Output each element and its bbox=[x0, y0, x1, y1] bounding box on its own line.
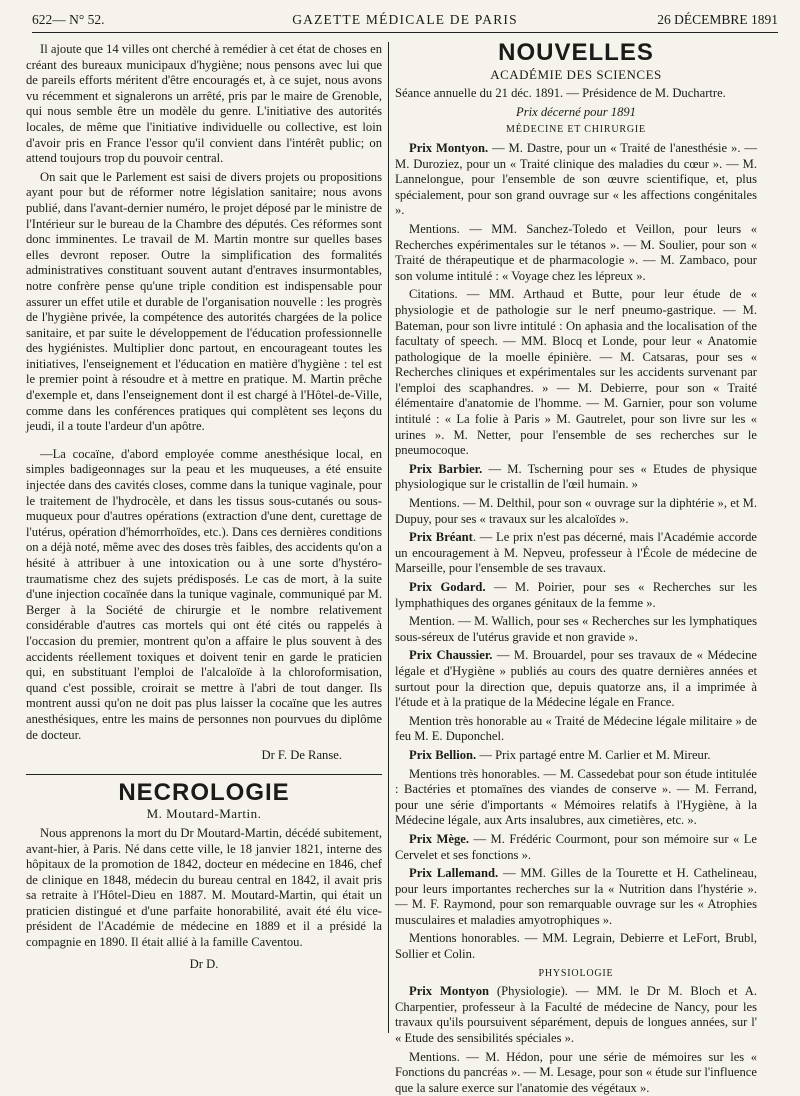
prix-chaussier-text: — M. Brouardel, pour ses travaux de « Médecine légale et d'Hygiène » publiés au cours des quatre dernières années et surtout pour la direction que, depuis quatorze ans, il a imprimée à l'étude et à la pratique de la Médecine légale en France. bbox=[395, 648, 757, 710]
column-rule bbox=[388, 42, 389, 1033]
paragraph-hygiene-bureaux: Il ajoute que 14 villes ont cherché à remédier à cet état de choses en créant des bureaux municipaux d'hygiène; nous pensons avec lui que de pareils efforts méritent d'être encouragés et, à ce sujet, nous avons vu récemment et signalerons un arrêté, pris par le maire de Grenoble, qui nous semble être un modèle du genre. L'initiative des autorités locales, de même que l'initiative individuelle ou collective, est loin d'avoir pris en France l'essor qu'il convient dans l'intérêt public; on attend toujours trop du pouvoir central. bbox=[26, 42, 382, 166]
right-column bbox=[395, 39, 758, 1095]
signature-de-ranse: Dr F. De Ranse. bbox=[261, 748, 342, 763]
mention-godard: Mention. — M. Wallich, pour ses « Recherches sur les lymphatiques sous-séreux de l'utérus gravide et non gravide ». bbox=[395, 614, 757, 644]
prix-bellion-text: — Prix partagé entre M. Carlier et M. Mireur. bbox=[476, 747, 711, 762]
prix-montyon-physiologie-label: Prix Montyon bbox=[409, 984, 489, 999]
prix-lallemand-label: Prix Lallemand. bbox=[409, 866, 499, 881]
prix-mege-text: — M. Frédéric Courmont, pour son mémoire sur « Le Cervelet et ses fonctions ». bbox=[395, 831, 757, 862]
mentions-montyon: Mentions. — MM. Sanchez-Toledo et Veillon, pour leurs « Recherches expérimentales sur le tétanos ». — M. Soulier, pour son « Traité de thérapeutique et de pharmacologie ». — M. Zambaco, pour son volume intitulé : « Voyage chez les lépreux ». bbox=[395, 221, 757, 283]
divider bbox=[26, 774, 382, 775]
prix-bellion-entry bbox=[395, 748, 757, 764]
prix-breant-text: . — Le prix n'est pas décerné, mais l'Académie accorde un encouragement à M. Nepveu, professeur à l'École de médecine de Marseille, pour l'ensemble de ses travaux. bbox=[395, 530, 757, 576]
mentions-bellion: Mentions très honorables. — M. Cassedebat pour son étude intitulée : Bactéries et ptomaïnes des viandes de conserve ». — M. Ferrand, pour une série d'importants « Mémoires relatifs à l'Hygiène, à la Médecine légale, aux Arts insalubres, aux cimetières, etc. ». bbox=[395, 766, 757, 828]
prix-breant-label: Prix Bréant bbox=[409, 530, 473, 545]
prix-mege-label: Prix Mège. bbox=[409, 831, 470, 846]
prix-godard-entry bbox=[395, 580, 757, 611]
section-physiologie: PHYSIOLOGIE bbox=[538, 967, 614, 979]
prix-lallemand-text: — MM. Gilles de la Tourette et H. Cathelineau, pour leurs importantes recherches sur la « Nutrition dans l'hystérie ». — M. F. Raymond, pour son remarquable ouvrage sur les « Atrophies musculaires et maladies amyotrophiques ». bbox=[395, 866, 757, 927]
prix-godard-label: Prix Godard. bbox=[409, 580, 486, 594]
citations-montyon: Citations. — MM. Arthaud et Butte, pour leur étude de « physiologie et de pathologie sur le nerf pneumo-gastrique. — M. Bateman, pour son livre intitulé : On aphasia and the localisation of the facultaty of speech. — MM. Blocq et Londe, pour leur « Anatomie pathologique de la moelle épinière. — M. Catsaras, pour ses « Recherches cliniques et expérimentales sur les accidents survenant par l'emploi des scaphandres. » — M. Debierre, pour son « Traité élémentaire d'anatomie de l'homme. — M. Garnier, pour son volume intitulé : « La folie à Paris » M. Gautrelet, pour son livre sur les « urines ». M. Netter, pour l'ensemble de ses recherches sur le pneumocoque. bbox=[395, 287, 757, 458]
prix-barbier-entry bbox=[395, 462, 757, 493]
paragraph-cocaine: —La cocaïne, d'abord employée comme anesthésique local, en simples badigeonnages sur la peau et les muqueuses, a été ensuite injectée dans des cavités closes, comme dans la tunique vaginale, pour le traitement de l'hydrocèle, et dans les tissus sous-cutanés ou sous-muqueux pour d'autres opérations (extraction d'une dent, curettage de l'utérus, opération d'hémorrhoïdes, etc.). Dans ces dernières conditions on a déjà noté, même avec des doses très faibles, des accidents qu'on a hésité à attribuer à une intoxication ou à une sorte d'hystéro-traumatisme chez des sujets prédisposés. Le cas de mort, à la suite d'une injection cocaïnée dans la tunique vaginale, communiqué par M. Berger à la Société de chirurgie et le nombre relativement considérable d'autres cas mortels qui ont été cités ou rappelés à l'occasion du premier, montrent qu'on a affaire le plus souvent à des accidents réellement toxiques et doivent tenir en garde le praticien qui, en substituant l'emploi de l'alcaloïde à la chloroformisation, quand c'est possible, croirait se mettre à l'abri de tout danger. Ils montrent aussi qu'on ne doit pas plus laisser la cocaïne que les autres anesthésiques, entre les mains de personnes non pourvues du diplôme de docteur. bbox=[26, 446, 383, 742]
mentions-lallemand: Mentions honorables. — MM. Legrain, Debierre et LeFort, Brubl, Sollier et Colin. bbox=[395, 931, 757, 962]
mentions-barbier: Mentions. — M. Delthil, pour son « ouvrage sur la diphtérie », et M. Dupuy, pour ses « travaux sur les alcaloïdes ». bbox=[395, 496, 757, 526]
paragraph-legislation-sanitaire: On sait que le Parlement est saisi de divers projets ou propositions ayant pour but de réformer notre législation sanitaire; nous avons publié, dans l'avant-dernier numéro, le projet déposé par le ministre de l'Intérieur sur le bureau de la Chambre des députés. Ces réformes sont donc imminentes. Le travail de M. Martin montre sur quelles bases elles devront reposer. Outre la simplification des formalités administratives constituant souvent autant d'entraves insurmontables, notre confrère pense qu'une triple condition est indispensable pour assurer un effet utile et durable de l'organisation nouvelle : les progrès de l'hygiène privée, la compétence des autorités chargées de la police sanitaire, et par suite le développement de l'éducation professionnelle des hygiénistes. Multiplier donc partout, en encourageant toutes les initiatives, l'enseignement et l'éducation en matière d'hygiène : tel est le premier point à résoudre et à mettre en pratique. M. Martin prêche d'exemple et, dans l'enseignement dont il est chargé à l'Hôtel-de-Ville, comme dans les conférences pratiques qui complètent ses leçons du jeudi, il a toute l'ardeur d'un apôtre. bbox=[26, 169, 382, 434]
header-page-number: 622— N° 52. bbox=[32, 12, 105, 27]
prix-montyon-label: Prix Montyon. bbox=[409, 140, 489, 155]
mentions-physiologie: Mentions. — M. Hédon, pour une série de mémoires sur les « Fonctions du pancréas ». — M. Lesage, pour son « étude sur l'influence que la salure exerce sur l'anatomie des végétaux ». bbox=[395, 1049, 757, 1095]
prix-montyon-entry bbox=[395, 141, 757, 219]
prix-montyon-physiologie-entry bbox=[395, 984, 757, 1046]
necrologie-subheading: M. Moutard-Martin. bbox=[146, 806, 262, 822]
prix-montyon-text: — M. Dastre, pour un « Traité de l'anesthésie ». — M. Duroziez, pour un « Traité clinique des maladies du cœur ». — M. Lannelongue, pour l'ensemble de son œuvre scientifique, et, plus spécialement, pour son grand ouvrage sur « les affections congénitales ». bbox=[395, 140, 757, 218]
section-medecine-chirurgie: MÉDECINE ET CHIRURGIE bbox=[506, 124, 646, 136]
page-header bbox=[32, 6, 778, 33]
prix-godard-text: — M. Poirier, pour ses « Recherches sur les lymphathiques des organes génitaux de la femme ». bbox=[395, 580, 757, 610]
signature-dr-d: Dr D. bbox=[189, 956, 219, 971]
prix-heading: Prix décerné pour 1891 bbox=[516, 104, 636, 119]
prix-barbier-label: Prix Barbier. bbox=[409, 461, 483, 476]
paragraph-moutard-martin: Nous apprenons la mort du Dr Moutard-Martin, décédé subitement, avant-hier, à Paris. Né dans cette ville, le 18 janvier 1821, interne des hôpitaux de la promotion de 1842, docteur en médecine en 1846, chef de clinique en 1848, médecin du bureau central en 1842, il avait pris sa retraite à l'Hôtel-Dieu en 1887. M. Moutard-Martin, qui était un praticien distingué et d'une parfaite honorabilité, avait été élu vice-président de l'Académie de médecine en 1889 et il a présidé la compagnie en 1890. Il était allié à la famille Caventou. bbox=[26, 825, 382, 950]
nouvelles-heading: NOUVELLES bbox=[498, 39, 654, 66]
prix-chaussier-entry bbox=[395, 648, 757, 710]
prix-bellion-label: Prix Bellion. bbox=[409, 747, 477, 762]
prix-montyon-physiologie-text: (Physiologie). — MM. le Dr M. Bloch et A. Charpentier, professeur à la Faculté de médecine de Nancy, pour les travaux qu'ils poursuivent séparément, depuis de longues années, sur l' « Etude des sensibilités spéciales ». bbox=[395, 984, 757, 1046]
prix-barbier-text: — M. Tscherning pour ses « Etudes de physique physiologique sur le cristallin de l'œil humain. » bbox=[395, 461, 758, 492]
header-journal-title: GAZETTE MÉDICALE DE PARIS bbox=[292, 12, 518, 27]
academie-heading: ACADÉMIE DES SCIENCES bbox=[490, 66, 662, 82]
prix-mege-entry bbox=[395, 832, 757, 863]
prix-breant-entry bbox=[395, 530, 757, 577]
seance-line: Séance annuelle du 21 déc. 1891. — Présidence de M. Duchartre. bbox=[395, 86, 726, 101]
left-column bbox=[26, 42, 382, 1037]
prix-chaussier-label: Prix Chaussier. bbox=[409, 648, 493, 663]
mention-chaussier: Mention très honorable au « Traité de Médecine légale militaire » de feu M. E. Duponchel. bbox=[395, 713, 757, 744]
necrologie-heading: NECROLOGIE bbox=[118, 778, 290, 806]
prix-lallemand-entry bbox=[395, 866, 757, 928]
header-date: 26 DÉCEMBRE 1891 bbox=[657, 12, 778, 27]
